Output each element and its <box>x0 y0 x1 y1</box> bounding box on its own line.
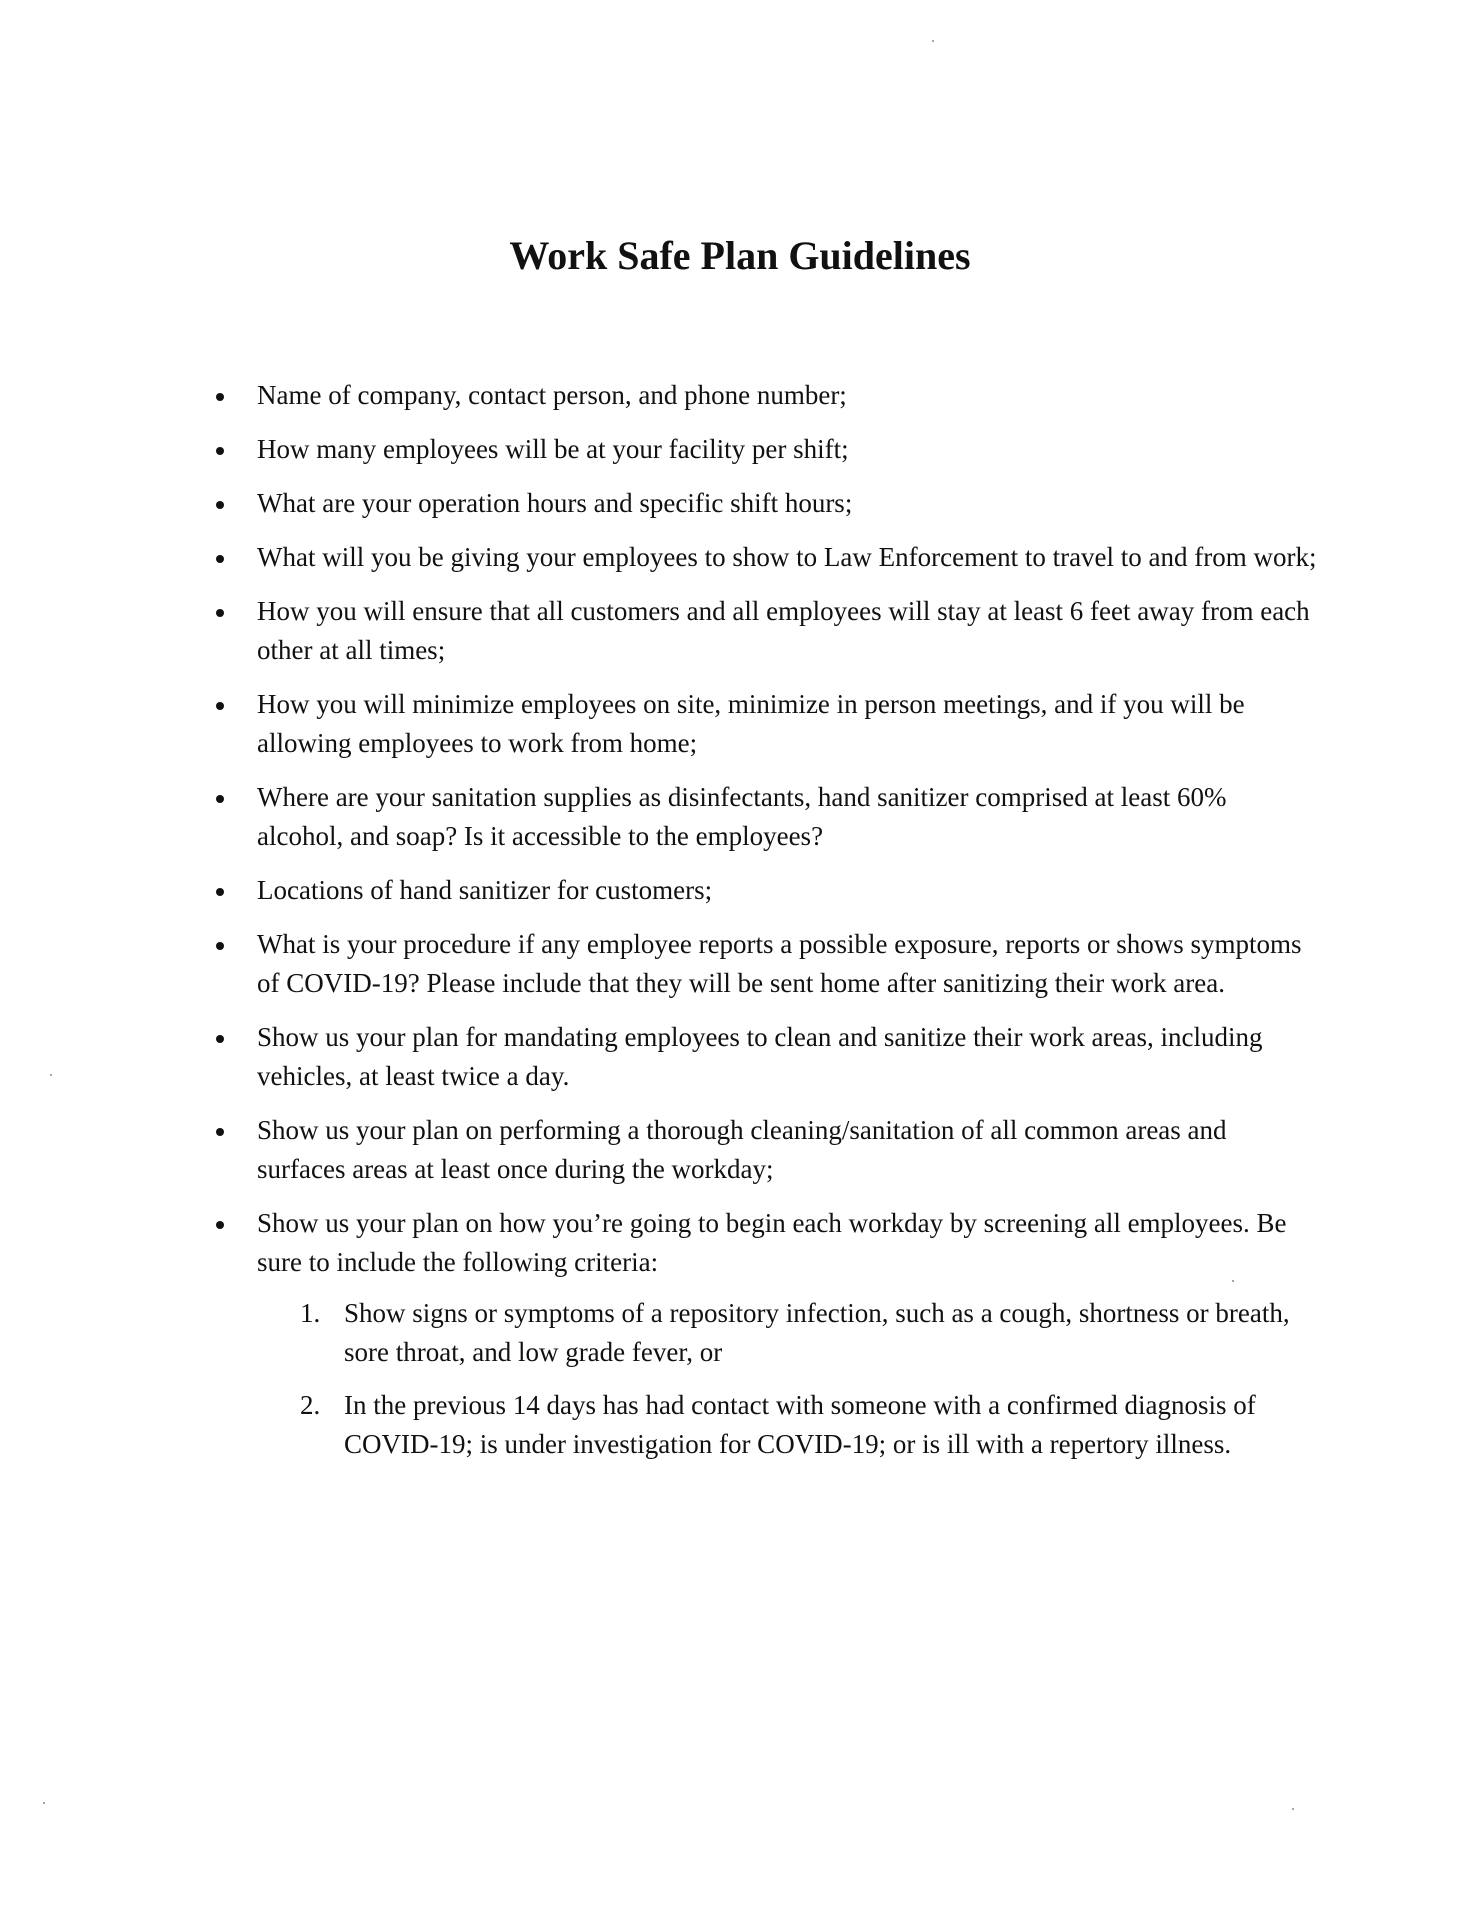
list-item: How you will ensure that all customers and all employees will stay at least 6 feet away from each other at all times; <box>207 592 1317 670</box>
criteria-text: Show signs or symptoms of a repository infection, such as a cough, shortness or breath, sore throat, and low grade fever, or <box>344 1298 1290 1367</box>
list-item: Show us your plan for mandating employees to clean and sanitize their work areas, including vehicles, at least twice a day. <box>207 1018 1317 1096</box>
list-item: How you will minimize employees on site, minimize in person meetings, and if you will be allowing employees to work from home; <box>207 685 1317 763</box>
scan-speck <box>1292 1808 1294 1810</box>
list-item: Where are your sanitation supplies as disinfectants, hand sanitizer comprised at least 60% alcohol, and soap? Is it accessible to the employees? <box>207 778 1317 856</box>
list-item: What is your procedure if any employee reports a possible exposure, reports or shows symptoms of COVID-19? Please include that they will be sent home after sanitizing their work area. <box>207 925 1317 1003</box>
list-item-screening <box>207 1204 1317 1464</box>
criteria-list <box>257 1294 1317 1464</box>
scan-speck <box>50 1074 52 1076</box>
list-item: What will you be giving your employees to show to Law Enforcement to travel to and from work; <box>207 538 1317 577</box>
list-item: Show us your plan on performing a thorough cleaning/sanitation of all common areas and surfaces areas at least once during the workday; <box>207 1111 1317 1189</box>
list-item: How many employees will be at your facility per shift; <box>207 430 1317 469</box>
scan-speck <box>932 40 934 42</box>
criteria-number: 1. <box>300 1298 321 1328</box>
criteria-number: 2. <box>300 1390 321 1420</box>
criteria-item <box>257 1294 1317 1372</box>
list-item: Name of company, contact person, and phone number; <box>207 376 1317 415</box>
list-item-text: Show us your plan on how you’re going to begin each workday by screening all employees. Be sure to include the following criteria: <box>257 1208 1287 1277</box>
page-title: Work Safe Plan Guidelines <box>509 233 971 278</box>
criteria-text: In the previous 14 days has had contact with someone with a confirmed diagnosis of COVID-19; is under investigation for COVID-19; or is ill with a repertory illness. <box>344 1390 1256 1459</box>
scan-speck <box>43 1802 45 1804</box>
criteria-item <box>257 1386 1317 1464</box>
list-item: What are your operation hours and specific shift hours; <box>207 484 1317 523</box>
guidelines-list <box>207 376 1317 1479</box>
list-item: Locations of hand sanitizer for customers; <box>207 871 1317 910</box>
scan-speck <box>1232 1280 1234 1282</box>
